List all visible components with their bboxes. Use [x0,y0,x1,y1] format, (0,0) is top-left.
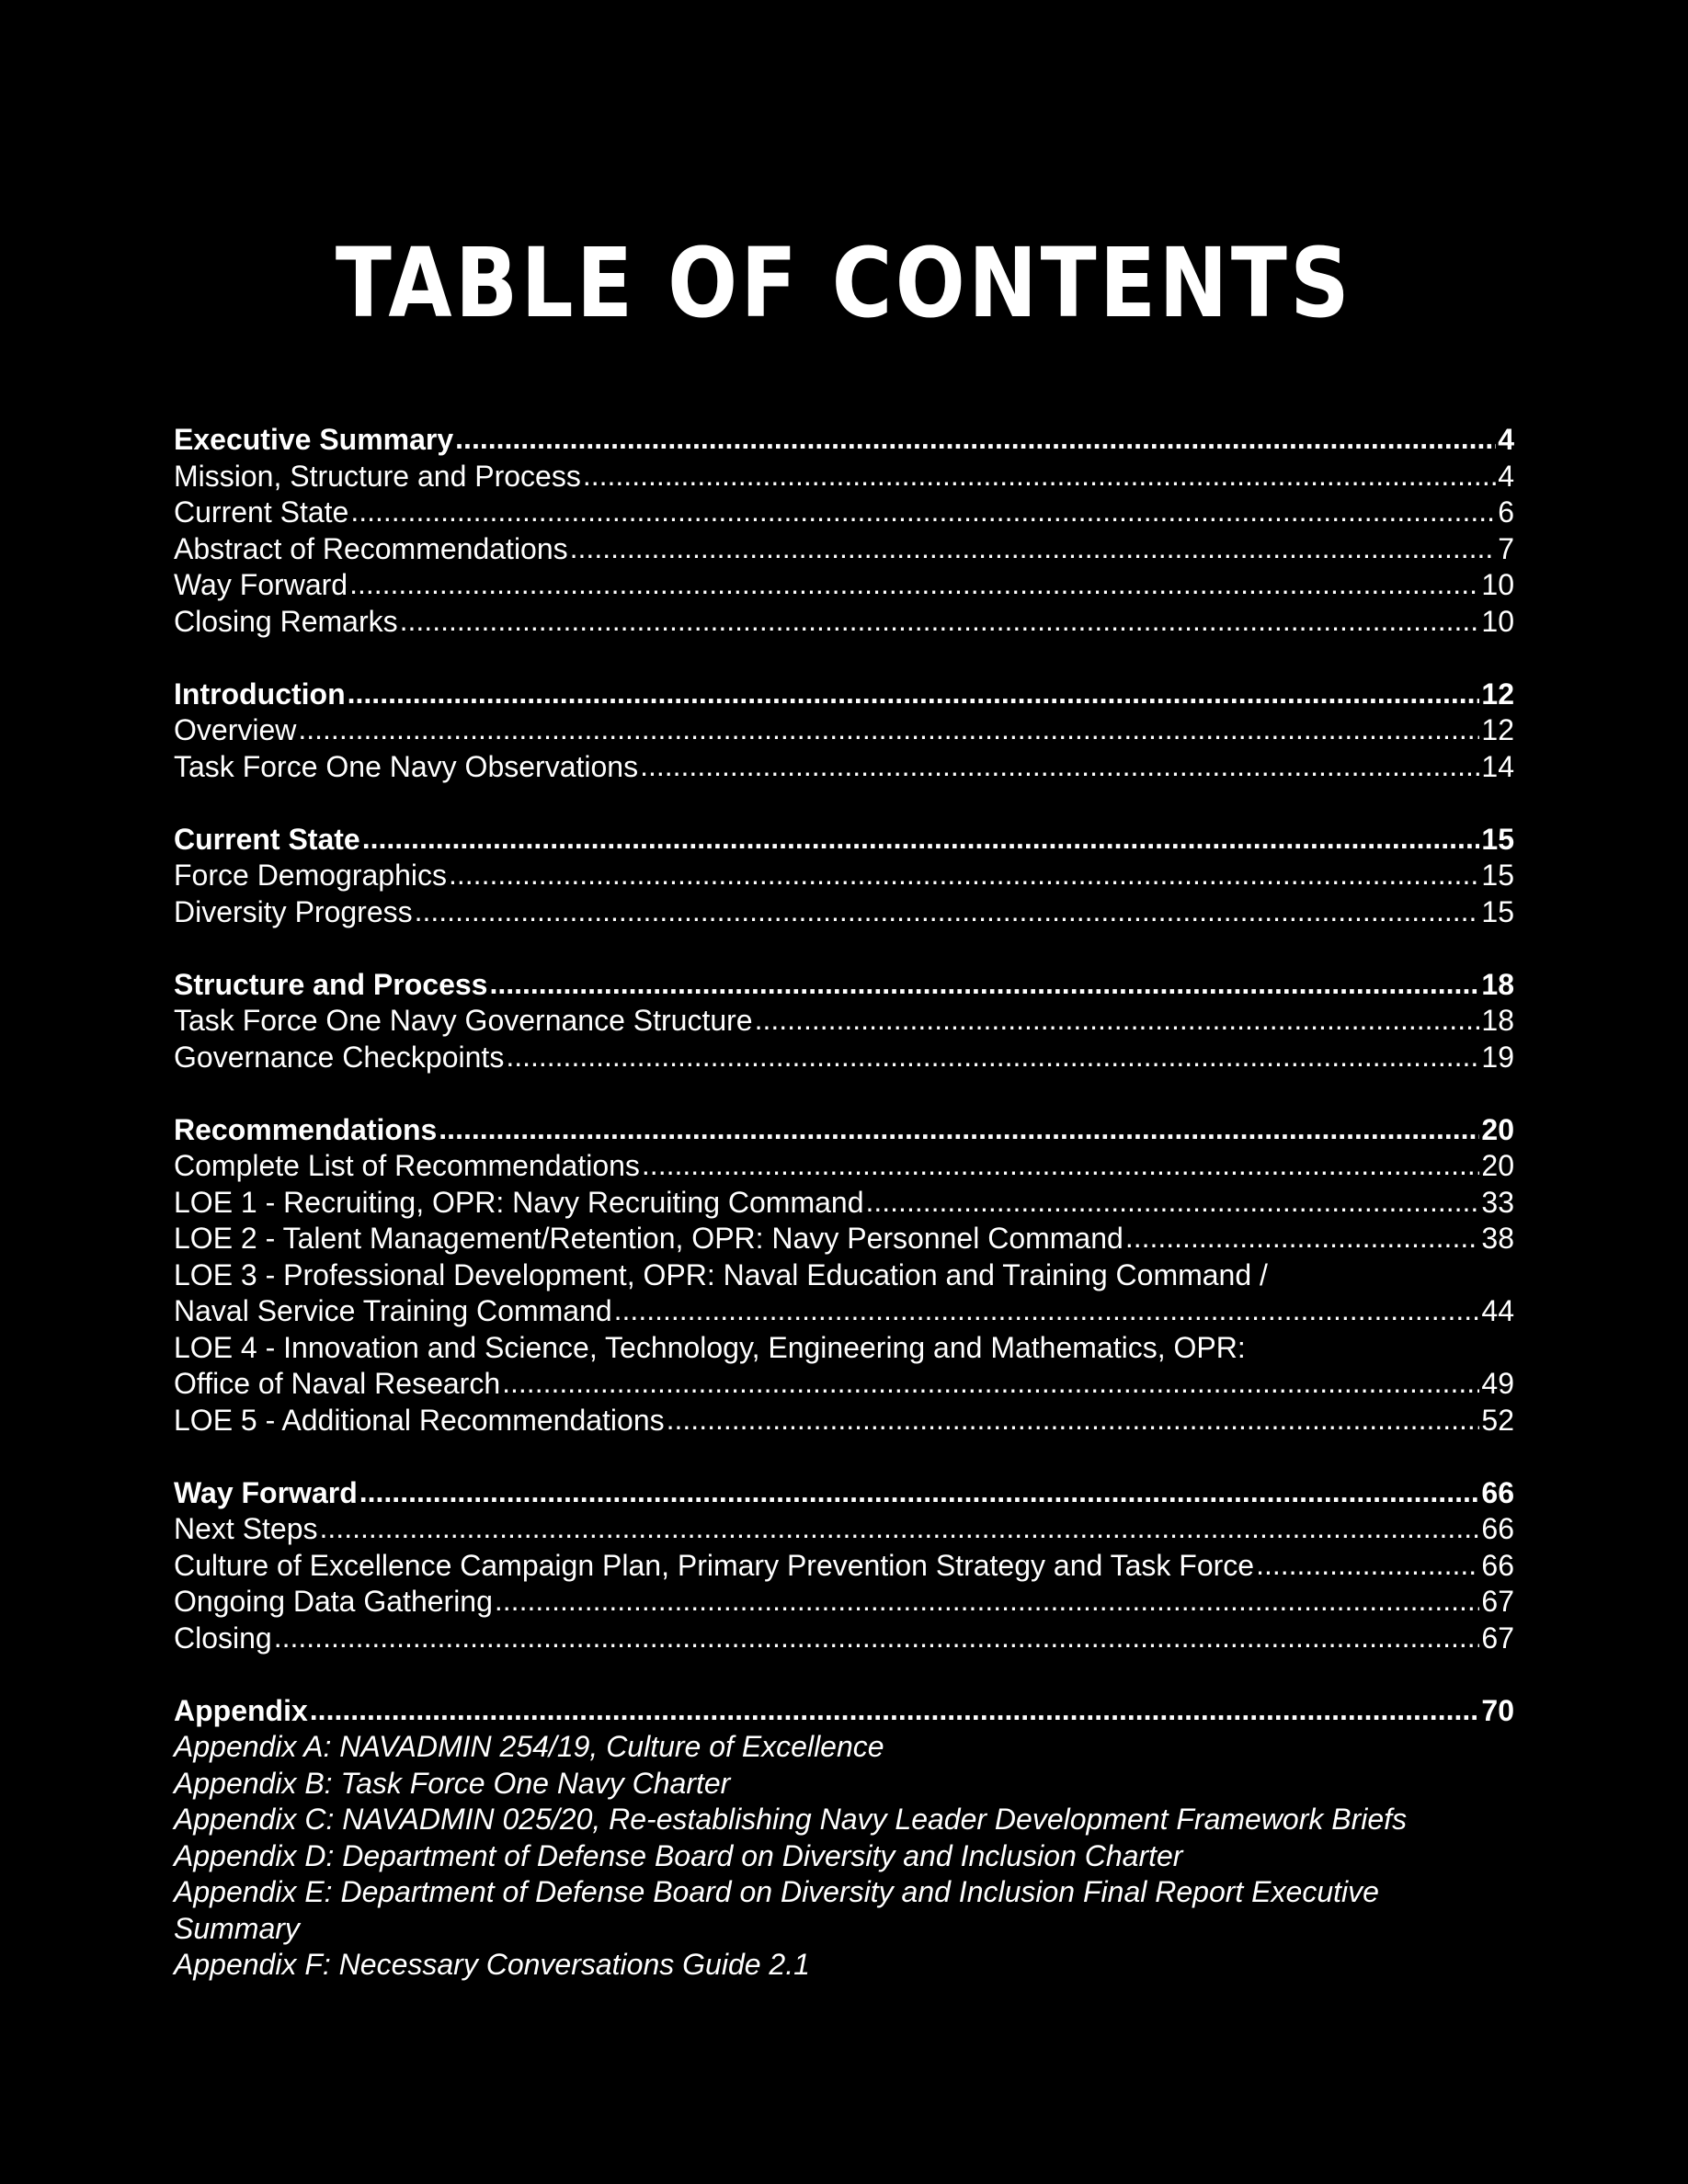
toc-entry-text: Culture of Excellence Campaign Plan, Primary Prevention Strategy and Task Force [174,1548,1255,1582]
dot-leader [274,1620,1480,1656]
toc-heading[interactable] [174,677,1514,713]
appendix-item[interactable]: Appendix B: Task Force One Navy Charter [174,1766,731,1800]
toc-page-number: 52 [1481,1403,1514,1437]
toc-page-number: 66 [1481,1475,1514,1509]
toc-entry-first-line[interactable]: LOE 3 - Professional Development, OPR: Naval Education and Training Command / [174,1257,1268,1291]
dot-leader [298,711,1479,748]
dot-leader [348,676,1480,712]
dot-leader [583,458,1496,495]
toc-entry-text: Mission, Structure and Process [174,459,581,493]
toc-entry-text: Task Force One Navy Governance Structure [174,1004,753,1037]
page-title: TABLE OF CONTENTS [335,227,1353,339]
toc-page-number: 15 [1481,859,1514,892]
toc-entry[interactable] [174,1621,1514,1657]
toc-section-current-state [174,822,1514,931]
toc-page-number: 49 [1481,1367,1514,1400]
toc-page-number: 10 [1481,604,1514,638]
toc-section-recommendations [174,1112,1514,1439]
dot-leader [755,1002,1480,1039]
toc-entry-text: Overview [174,713,297,746]
toc-page-number: 7 [1498,531,1514,565]
dot-leader [495,1583,1480,1620]
dot-leader [320,1510,1480,1547]
toc-section-introduction [174,677,1514,786]
toc-section-appendix [174,1693,1514,1984]
toc-entry[interactable] [174,1221,1514,1257]
toc-page-number: 19 [1481,1040,1514,1074]
dot-leader [362,821,1480,858]
appendix-item[interactable]: Appendix F: Necessary Conversations Guide 2.1 [174,1948,810,1981]
toc-entry[interactable] [174,1148,1514,1185]
toc-entry-text: Closing Remarks [174,604,398,638]
toc-entry[interactable] [174,1403,1514,1439]
toc-page-number: 10 [1481,568,1514,601]
toc-page-number: 67 [1481,1621,1514,1655]
appendix-item[interactable]: Appendix D: Department of Defense Board on Diversity and Inclusion Charter [174,1838,1183,1872]
toc-entry[interactable] [174,1293,1514,1330]
section-spacer [174,930,1514,967]
toc-entry-first-line[interactable]: LOE 4 - Innovation and Science, Technology, Engineering and Mathematics, OPR: [174,1330,1246,1364]
toc-entry[interactable] [174,531,1514,568]
toc-entry-text: Task Force One Navy Observations [174,749,639,783]
appendix-item[interactable]: Summary [174,1911,300,1945]
toc-heading[interactable] [174,967,1514,1004]
toc-entry-text: Diversity Progress [174,894,413,928]
appendix-item[interactable]: Appendix A: NAVADMIN 254/19, Culture of Excellence [174,1730,884,1763]
appendix-item[interactable]: Appendix E: Department of Defense Board on Diversity and Inclusion Final Report Executive [174,1875,1379,1908]
table-of-contents [174,422,1514,1984]
toc-page-number: 15 [1481,894,1514,928]
toc-entry-text: Naval Service Training Command [174,1294,612,1327]
dot-leader [667,1402,1480,1439]
toc-entry[interactable] [174,894,1514,931]
toc-heading[interactable] [174,822,1514,859]
toc-entry[interactable] [174,1040,1514,1076]
section-spacer [174,1439,1514,1475]
dot-leader [1256,1547,1479,1584]
toc-entry-text: Governance Checkpoints [174,1040,505,1074]
toc-heading[interactable] [174,1475,1514,1512]
dot-leader [359,1474,1480,1511]
toc-entry[interactable] [174,459,1514,495]
toc-page-number: 20 [1481,1149,1514,1182]
toc-heading-text: Structure and Process [174,967,488,1001]
toc-page-number: 66 [1481,1548,1514,1582]
toc-page-number: 12 [1481,713,1514,746]
toc-entry-text: Closing [174,1621,272,1655]
toc-entry-text: Office of Naval Research [174,1367,501,1400]
toc-entry-text: Next Steps [174,1512,318,1545]
section-spacer [174,1075,1514,1112]
toc-entry-text: Force Demographics [174,859,447,892]
toc-heading[interactable] [174,1112,1514,1149]
toc-page-number: 18 [1481,967,1514,1001]
dot-leader [614,1292,1480,1329]
dot-leader [310,1692,1480,1729]
toc-page-number: 66 [1481,1512,1514,1545]
dot-leader [350,494,1496,530]
dot-leader [349,566,1479,603]
toc-page-number: 18 [1481,1004,1514,1037]
dot-leader [570,530,1497,567]
toc-page-number: 4 [1498,459,1514,493]
toc-entry-text: Current State [174,495,349,529]
toc-page-number: 38 [1481,1222,1514,1255]
toc-heading-text: Current State [174,822,360,856]
toc-page-number: 14 [1481,749,1514,783]
toc-entry-text: LOE 5 - Additional Recommendations [174,1403,665,1437]
toc-entry-text: Way Forward [174,568,348,601]
toc-page-number: 44 [1481,1294,1514,1327]
toc-heading-text: Appendix [174,1693,308,1727]
toc-entry[interactable] [174,1185,1514,1222]
toc-entry-text: LOE 1 - Recruiting, OPR: Navy Recruiting Command [174,1185,864,1219]
toc-page-number: 4 [1498,423,1514,456]
dot-leader [489,966,1479,1003]
toc-entry-text: Complete List of Recommendations [174,1149,640,1182]
toc-page-number: 67 [1481,1585,1514,1618]
dot-leader [1125,1220,1480,1257]
dot-leader [449,857,1479,893]
toc-heading-text: Recommendations [174,1112,438,1146]
toc-page-number: 33 [1481,1185,1514,1219]
toc-entry[interactable] [174,1584,1514,1621]
toc-page-number: 20 [1481,1112,1514,1146]
toc-page-number: 12 [1481,677,1514,711]
toc-heading[interactable] [174,422,1514,459]
toc-entry[interactable] [174,495,1514,531]
toc-entry[interactable] [174,567,1514,604]
toc-entry-text: LOE 2 - Talent Management/Retention, OPR: Navy Personnel Command [174,1222,1123,1255]
toc-entry-text: Abstract of Recommendations [174,531,568,565]
toc-section-executive-summary [174,422,1514,640]
dot-leader [865,1184,1479,1221]
dot-leader [506,1039,1479,1075]
toc-section-way-forward [174,1475,1514,1657]
toc-heading-text: Introduction [174,677,346,711]
toc-page-number: 6 [1498,495,1514,529]
dot-leader [439,1111,1479,1148]
toc-page-number: 70 [1481,1693,1514,1727]
dot-leader [640,748,1479,785]
toc-section-structure-and-process [174,967,1514,1076]
dot-leader [455,421,1496,458]
toc-entry[interactable] [174,1511,1514,1548]
appendix-item[interactable]: Appendix C: NAVADMIN 025/20, Re-establishing Navy Leader Development Framework Briefs [174,1803,1408,1836]
toc-entry[interactable] [174,1366,1514,1403]
toc-entry-text: Ongoing Data Gathering [174,1585,493,1618]
section-spacer [174,785,1514,822]
toc-entry[interactable] [174,712,1514,749]
section-spacer [174,640,1514,677]
toc-heading-text: Executive Summary [174,423,454,456]
toc-heading[interactable] [174,1693,1514,1730]
toc-heading-text: Way Forward [174,1475,358,1509]
dot-leader [400,603,1480,640]
dot-leader [642,1147,1480,1184]
dot-leader [415,893,1480,930]
toc-entry[interactable] [174,604,1514,641]
section-spacer [174,1656,1514,1693]
toc-entry[interactable] [174,749,1514,786]
toc-page-number: 15 [1481,822,1514,856]
toc-entry[interactable] [174,1003,1514,1040]
toc-entry[interactable] [174,1548,1514,1585]
dot-leader [502,1365,1479,1402]
toc-entry[interactable] [174,858,1514,894]
